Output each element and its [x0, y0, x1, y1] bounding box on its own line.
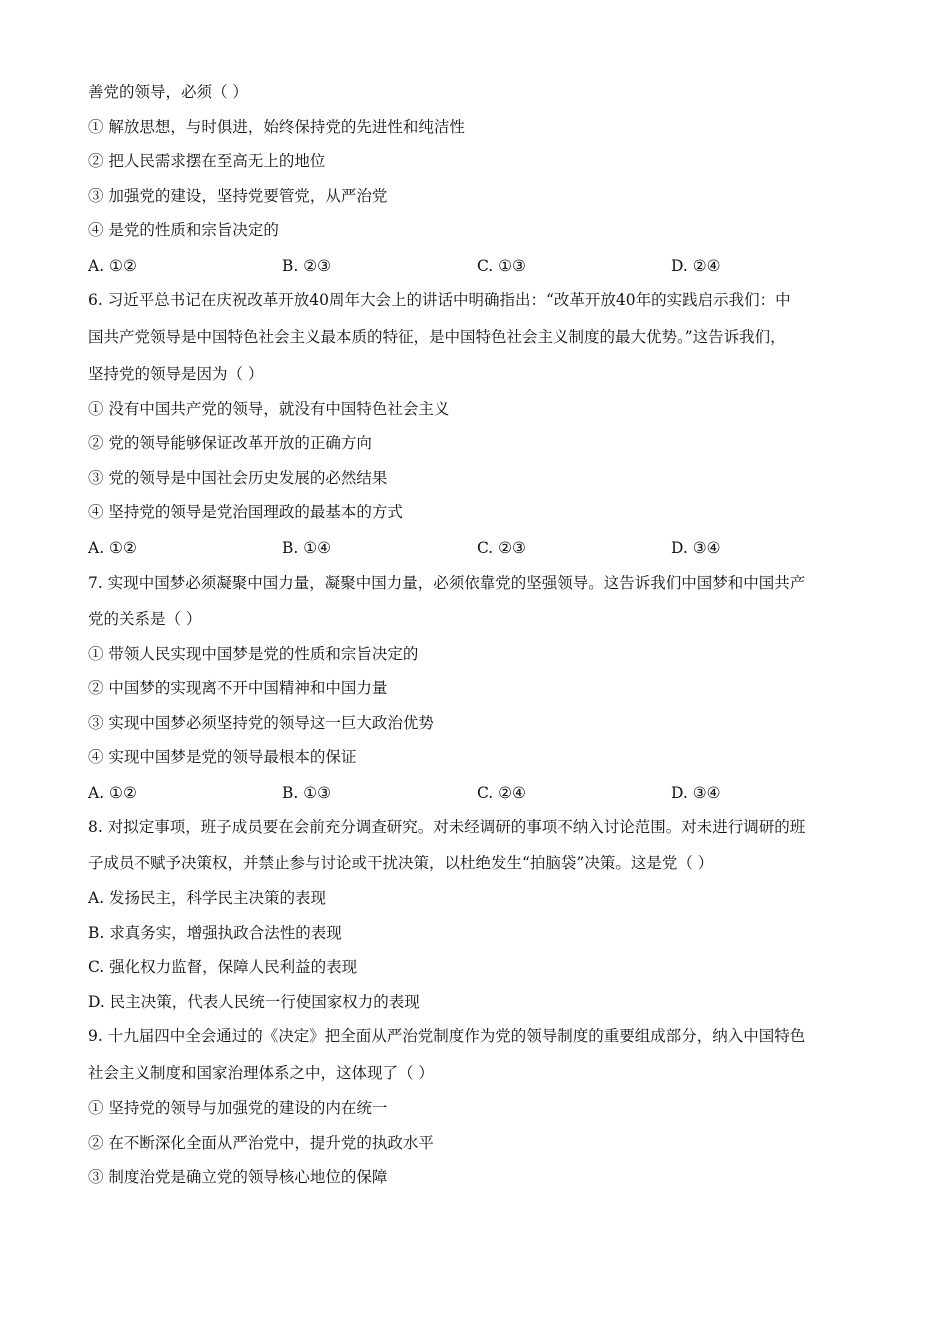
q7-options — [88, 783, 868, 803]
q7-stem-line-2: 党的关系是（ ） — [88, 610, 202, 628]
q7-item-2: ② 中国梦的实现离不开中国精神和中国力量 — [88, 679, 388, 697]
q6-option-c[interactable]: C. ②③ — [477, 539, 526, 557]
q5-item-2: ② 把人民需求摆在至高无上的地位 — [88, 152, 326, 170]
q8-option-a[interactable]: A. 发扬民主，科学民主决策的表现 — [88, 889, 327, 907]
q7-option-a[interactable]: A. ①② — [88, 784, 137, 802]
q5-options — [88, 256, 868, 276]
q6-stem-line-2: 国共产党领导是中国特色社会主义最本质的特征，是中国特色社会主义制度的最大优势。”这告诉我们， — [88, 328, 786, 346]
q9-item-1: ① 坚持党的领导与加强党的建设的内在统一 — [88, 1099, 388, 1117]
q7-item-1: ① 带领人民实现中国梦是党的性质和宗旨决定的 — [88, 645, 419, 663]
q6-item-4: ④ 坚持党的领导是党治国理政的最基本的方式 — [88, 503, 403, 521]
q5-option-c[interactable]: C. ①③ — [477, 257, 526, 275]
q9-stem-line-1: 9. 十九届四中全会通过的《决定》把全面从严治党制度作为党的领导制度的重要组成部分，纳入中国特色 — [88, 1027, 806, 1045]
q8-option-c[interactable]: C. 强化权力监督，保障人民利益的表现 — [88, 958, 358, 976]
q5-option-b[interactable]: B. ②③ — [282, 257, 332, 275]
q6-option-a[interactable]: A. ①② — [88, 539, 137, 557]
q5-option-a[interactable]: A. ①② — [88, 257, 137, 275]
q8-option-d[interactable]: D. 民主决策，代表人民统一行使国家权力的表现 — [88, 993, 420, 1011]
q7-stem-line-1: 7. 实现中国梦必须凝聚中国力量，凝聚中国力量，必须依靠党的坚强领导。这告诉我们中国梦和中国共产 — [88, 574, 806, 592]
q8-stem-line-2: 子成员不赋予决策权，并禁止参与讨论或干扰决策，以杜绝发生“拍脑袋”决策。这是党（ ） — [88, 854, 714, 872]
q6-item-2: ② 党的领导能够保证改革开放的正确方向 — [88, 434, 372, 452]
q5-item-3: ③ 加强党的建设，坚持党要管党，从严治党 — [88, 187, 388, 205]
q6-option-b[interactable]: B. ①④ — [282, 539, 332, 557]
q9-stem-line-2: 社会主义制度和国家治理体系之中，这体现了（ ） — [88, 1064, 434, 1082]
q5-item-1: ① 解放思想，与时俱进，始终保持党的先进性和纯洁性 — [88, 118, 465, 136]
q6-item-3: ③ 党的领导是中国社会历史发展的必然结果 — [88, 469, 388, 487]
q6-stem-line-1: 6. 习近平总书记在庆祝改革开放40周年大会上的讲话中明确指出：“改革开放40年的实践启示我们：中 — [88, 291, 791, 309]
q7-option-c[interactable]: C. ②④ — [477, 784, 526, 802]
q6-option-d[interactable]: D. ③④ — [671, 539, 721, 557]
q6-options — [88, 538, 868, 558]
q5-item-4: ④ 是党的性质和宗旨决定的 — [88, 221, 279, 239]
q6-stem-line-3: 坚持党的领导是因为（ ） — [88, 365, 264, 383]
q5-stem-tail: 善党的领导，必须（ ） — [88, 83, 248, 101]
q7-option-d[interactable]: D. ③④ — [671, 784, 721, 802]
q7-item-4: ④ 实现中国梦是党的领导最根本的保证 — [88, 748, 357, 766]
q5-option-d[interactable]: D. ②④ — [671, 257, 721, 275]
q7-item-3: ③ 实现中国梦必须坚持党的领导这一巨大政治优势 — [88, 714, 434, 732]
q9-item-2: ② 在不断深化全面从严治党中，提升党的执政水平 — [88, 1134, 434, 1152]
q9-item-3: ③ 制度治党是确立党的领导核心地位的保障 — [88, 1168, 388, 1186]
q8-stem-line-1: 8. 对拟定事项，班子成员要在会前充分调查研究。对未经调研的事项不纳入讨论范围。对未进行调研的班 — [88, 818, 806, 836]
q7-option-b[interactable]: B. ①③ — [282, 784, 332, 802]
q6-item-1: ① 没有中国共产党的领导，就没有中国特色社会主义 — [88, 400, 450, 418]
q8-option-b[interactable]: B. 求真务实，增强执政合法性的表现 — [88, 924, 342, 942]
